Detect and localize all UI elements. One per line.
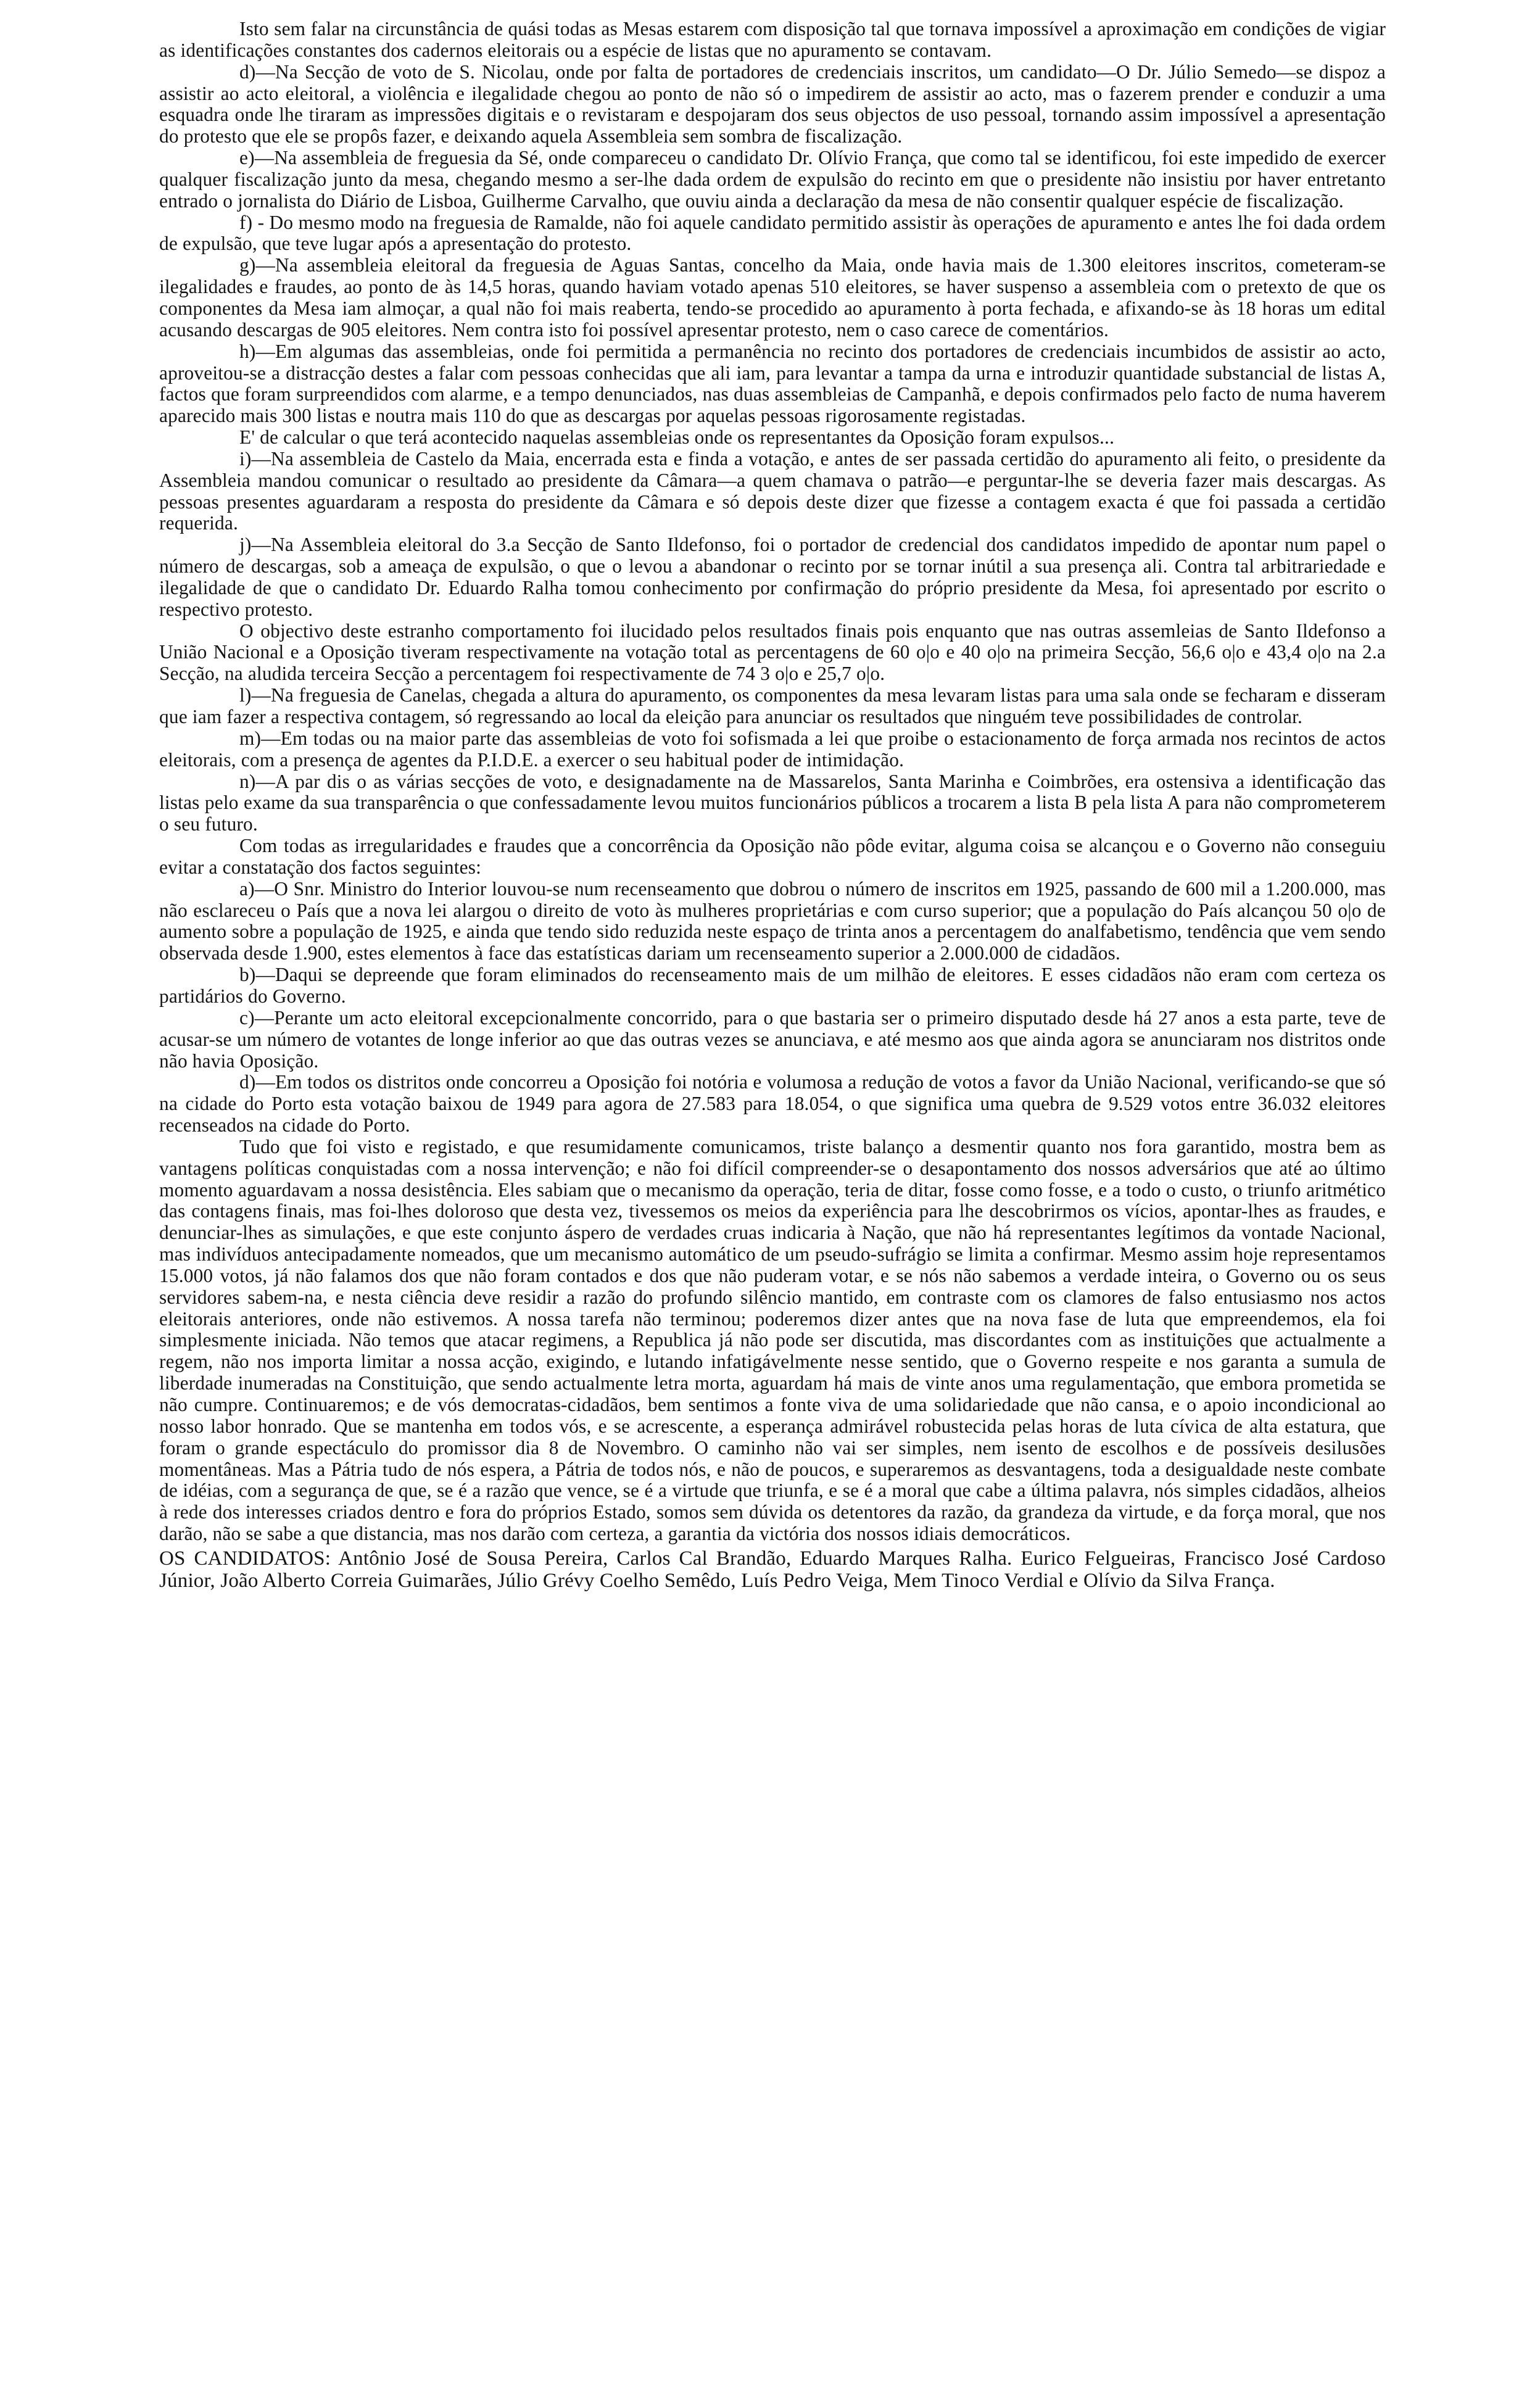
paragraph: E' de calcular o que terá acontecido naquelas assembleias onde os representantes da Oposição foram expulsos...	[239, 426, 1115, 449]
paragraph: Isto sem falar na circunstância de quási todas as Mesas estarem com disposição tal que tornava impossível a aproximação em condições de vigiar as identificações constantes dos cadernos eleitorais ou a espécie de listas que no apuramento se contavam.	[159, 18, 1386, 61]
paragraph: O objectivo deste estranho comportamento foi ilucidado pelos resultados finais pois enquanto que nas outras assemleias de Santo Ildefonso a União Nacional e a Oposição tiveram respectivamente na votação total as percentagens de 60 o|o e 40 o|o na primeira Secção, 56,6 o|o e 43,4 o|o na 2.a Secção, na aludida terceira Secção a percentagem foi respectivamente de 74 3 o|o e 25,7 o|o.	[159, 619, 1386, 685]
document-page	[159, 19, 1386, 1592]
signature-block: OS CANDIDATOS: Antônio José de Sousa Pereira, Carlos Cal Brandão, Eduardo Marques Ralha. Eurico Felgueiras, Francisco José Cardoso Júnior, João Alberto Correia Guimarães, Júlio Grévy Coelho Semêdo, Luís Pedro Veiga, Mem Tinoco Verdial e Olívio da Silva França.	[159, 1547, 1386, 1592]
paragraph: g)—Na assembleia eleitoral da freguesia de Aguas Santas, concelho da Maia, onde havia mais de 1.300 eleitores inscritos, cometeram-se ilegalidades e fraudes, ao ponto de às 14,5 horas, quando haviam votado apenas 510 eleitores, se haver suspenso a assembleia com o pretexto de que os componentes da Mesa iam almoçar, a qual não foi mais reaberta, tendo-se procedido ao apuramento à porta fechada, e afixando-se às 18 horas um edital acusando descargas de 905 eleitores. Nem contra isto foi possível apresentar protesto, nem o caso carece de comentários.	[159, 254, 1386, 341]
paragraph: i)—Na assembleia de Castelo da Maia, encerrada esta e finda a votação, e antes de ser passada certidão do apuramento ali feito, o presidente da Assembleia mandou comunicar o resultado ao presidente da Câmara—a quem chamava o patrão—e perguntar-lhe se deveria fazer mais descargas. As pessoas presentes aguardaram a resposta do presidente da Câmara e só depois deste dizer que fizesse a contagem exacta é que foi passada a certidão requerida.	[159, 447, 1386, 534]
paragraph: f) - Do mesmo modo na freguesia de Ramalde, não foi aquele candidato permitido assistir às operações de apuramento e antes lhe foi dada ordem de expulsão, que teve lugar após a apresentação do protesto.	[159, 211, 1386, 255]
paragraph: Com todas as irregularidades e fraudes que a concorrência da Oposição não pôde evitar, alguma coisa se alcançou e o Governo não conseguiu evitar a constatação dos factos seguintes:	[159, 835, 1386, 878]
paragraph: b)—Daqui se depreende que foram eliminados do recenseamento mais de um milhão de eleitores. E esses cidadãos não eram com certeza os partidários do Governo.	[159, 964, 1386, 1007]
paragraph: d)—Na Secção de voto de S. Nicolau, onde por falta de portadores de credenciais inscritos, um candidato—O Dr. Júlio Semedo—se dispoz a assistir ao acto eleitoral, a violência e ilegalidade chegou ao ponto de não só o impedirem de assistir ao acto, mas o fazerem prender e conduzir a uma esquadra onde lhe tiraram as impressões digitais e o revistaram e despojaram dos seus objectos de uso pessoal, tornando assim impossível a apresentação do protesto que ele se propôs fazer, e deixando aquela Assembleia sem sombra de fiscalização.	[159, 60, 1386, 147]
paragraph: h)—Em algumas das assembleias, onde foi permitida a permanência no recinto dos portadores de credenciais incumbidos de assistir ao acto, aproveitou-se a distracção destes a falar com pessoas conhecidas que ali iam, para levantar a tampa da urna e introduzir quantidade substancial de listas A, factos que foram surpreendidos com alarme, e a tempo denunciados, nas duas assembleias de Campanhã, e depois confirmados pelo facto de numa haverem aparecido mais 300 listas e noutra mais 110 do que as descargas por aquelas pessoas rigorosamente registadas.	[159, 340, 1386, 427]
paragraph: j)—Na Assembleia eleitoral do 3.a Secção de Santo Ildefonso, foi o portador de credencial dos candidatos impedido de apontar num papel o número de descargas, sob a ameaça de expulsão, o que o levou a abandonar o recinto por se tornar inútil a sua presença ali. Contra tal arbitrariedade e ilegalidade de que o candidato Dr. Eduardo Ralha tomou conhecimento por confirmação do próprio presidente da Mesa, foi apresentado por escrito o respectivo protesto.	[159, 534, 1386, 620]
paragraph: a)—O Snr. Ministro do Interior louvou-se num recenseamento que dobrou o número de inscritos em 1925, passando de 600 mil a 1.200.000, mas não esclareceu o País que a nova lei alargou o direito de voto às mulheres proprietárias e com curso superior; que a população do País alcançou 50 o|o de aumento sobre a população de 1925, e ainda que tendo sido reduzida neste espaço de trinta anos a percentagem do analfabetismo, tendência que vem sendo observada desde 1.900, estes elementos à face das estatísticas dariam um recenseamento superior a 2.000.000 de cidadãos.	[159, 877, 1386, 964]
paragraph: m)—Em todas ou na maior parte das assembleias de voto foi sofismada a lei que proibe o estacionamento de força armada nos recintos de actos eleitorais, com a presença de agentes da P.I.D.E. a exercer o seu habitual poder de intimidação.	[159, 727, 1386, 771]
paragraph: l)—Na freguesia de Canelas, chegada a altura do apuramento, os componentes da mesa levaram listas para uma sala onde se fecharam e disseram que iam fazer a respectiva contagem, só regressando ao local da eleição para anunciar os resultados que ninguém teve possibilidades de controlar.	[159, 684, 1386, 727]
paragraph: e)—Na assembleia de freguesia da Sé, onde compareceu o candidato Dr. Olívio França, que como tal se identificou, foi este impedido de exercer qualquer fiscalização junto da mesa, chegando mesmo a ser-lhe dada ordem de expulsão do recinto em que o presidente não insistiu por haver entretanto entrado o jornalista do Diário de Lisboa, Guilherme Carvalho, que ouviu ainda a declaração da mesa de não consentir qualquer espécie de fiscalização.	[159, 147, 1386, 212]
paragraph: c)—Perante um acto eleitoral excepcionalmente concorrido, para o que bastaria ser o primeiro disputado desde há 27 anos a esta parte, teve de acusar-se um número de votantes de longe inferior ao que das outras vezes se anunciava, e até mesmo aos que ainda agora se anunciaram nos distritos onde não havia Oposição.	[159, 1006, 1386, 1072]
paragraph: n)—A par dis o as várias secções de voto, e designadamente na de Massarelos, Santa Marinha e Coimbrões, era ostensiva a identificação das listas pelo exame da sua transparência o que confessadamente levou muitos funcionários públicos a trocarem a lista B pela lista A para não comprometerem o seu futuro.	[159, 770, 1386, 835]
paragraph: d)—Em todos os distritos onde concorreu a Oposição foi notória e volumosa a redução de votos a favor da União Nacional, verificando-se que só na cidade do Porto esta votação baixou de 1949 para agora de 27.583 para 18.054, o que significa uma quebra de 9.529 votos entre 36.032 eleitores recenseados na cidade do Porto.	[159, 1071, 1386, 1137]
paragraph: Tudo que foi visto e registado, e que resumidamente comunicamos, triste balanço a desmentir quanto nos fora garantido, mostra bem as vantagens políticas conquistadas com a nossa intervenção; e não foi difícil compreender-se o desapontamento dos nossos adversários que até ao último momento aguardavam a nossa desistência. Eles sabiam que o mecanismo da operação, teria de ditar, fosse como fosse, e a todo o custo, o triunfo aritmético das contagens finais, mas foi-lhes doloroso que desta vez, tivessemos os meios da experiência para lhe descobrirmos os vícios, apontar-lhes as fraudes, e denunciar-lhes as simulações, e que este conjunto áspero de verdades cruas indicaria à Nação, que não há representantes legítimos da vontade Nacional, mas indivíduos antecipadamente nomeados, que um mecanismo automático de um pseudo-sufrágio se limita a confirmar. Mesmo assim hoje representamos 15.000 votos, já não falamos dos que não foram contados e dos que não puderam votar, e se nós não sabemos a verdade inteira, o Governo ou os seus servidores sabem-na, e nesta ciência deve residir a razão do profundo silêncio mantido, em contraste com os clamores de falso entusiasmo nos actos eleitorais anteriores, onde não estivemos. A nossa tarefa não terminou; poderemos dizer antes que na nova fase de luta que empreendemos, ela foi simplesmente iniciada. Não temos que atacar regimens, a Republica já não pode ser discutida, mas discordantes com as instituições que actualmente a regem, não nos importa limitar a nossa acção, exigindo, e lutando infatigávelmente nesse sentido, que o Governo respeite e nos garanta a sumula de liberdade inumeradas na Constituição, que sendo actualmente letra morta, aguardam há mais de vinte anos uma regulamentação, que embora prometida se não cumpre. Continuaremos; e de vós democratas-cidadãos, bem sentimos a fonte viva de uma solidariedade que não cansa, e o apoio incondicional ao nosso labor honrado. Que se mantenha em todos vós, e se acrescente, a esperança admirável robustecida pelas horas de luta cívica de alta estatura, que foram o grande espectáculo do promissor dia 8 de Novembro. O caminho não vai ser simples, nem isento de escolhos e de possíveis desilusões momentâneas. Mas a Pátria tudo de nós espera, a Pátria de todos nós, e não de poucos, e superaremos as desvantagens, toda a desigualdade neste combate de idéias, com a segurança de que, se é a razão que vence, se é a virtude que triunfa, e se é a moral que cabe a última palavra, nós simples cidadãos, alheios à rede dos interesses criados dentro e fora do próprios Estado, somos sem dúvida os detentores da razão, da grandeza da virtude, e da força moral, que nos darão, não se sabe a que distancia, mas nos darão com certeza, a garantia da victória dos nossos idiais democráticos.	[159, 1135, 1386, 1545]
